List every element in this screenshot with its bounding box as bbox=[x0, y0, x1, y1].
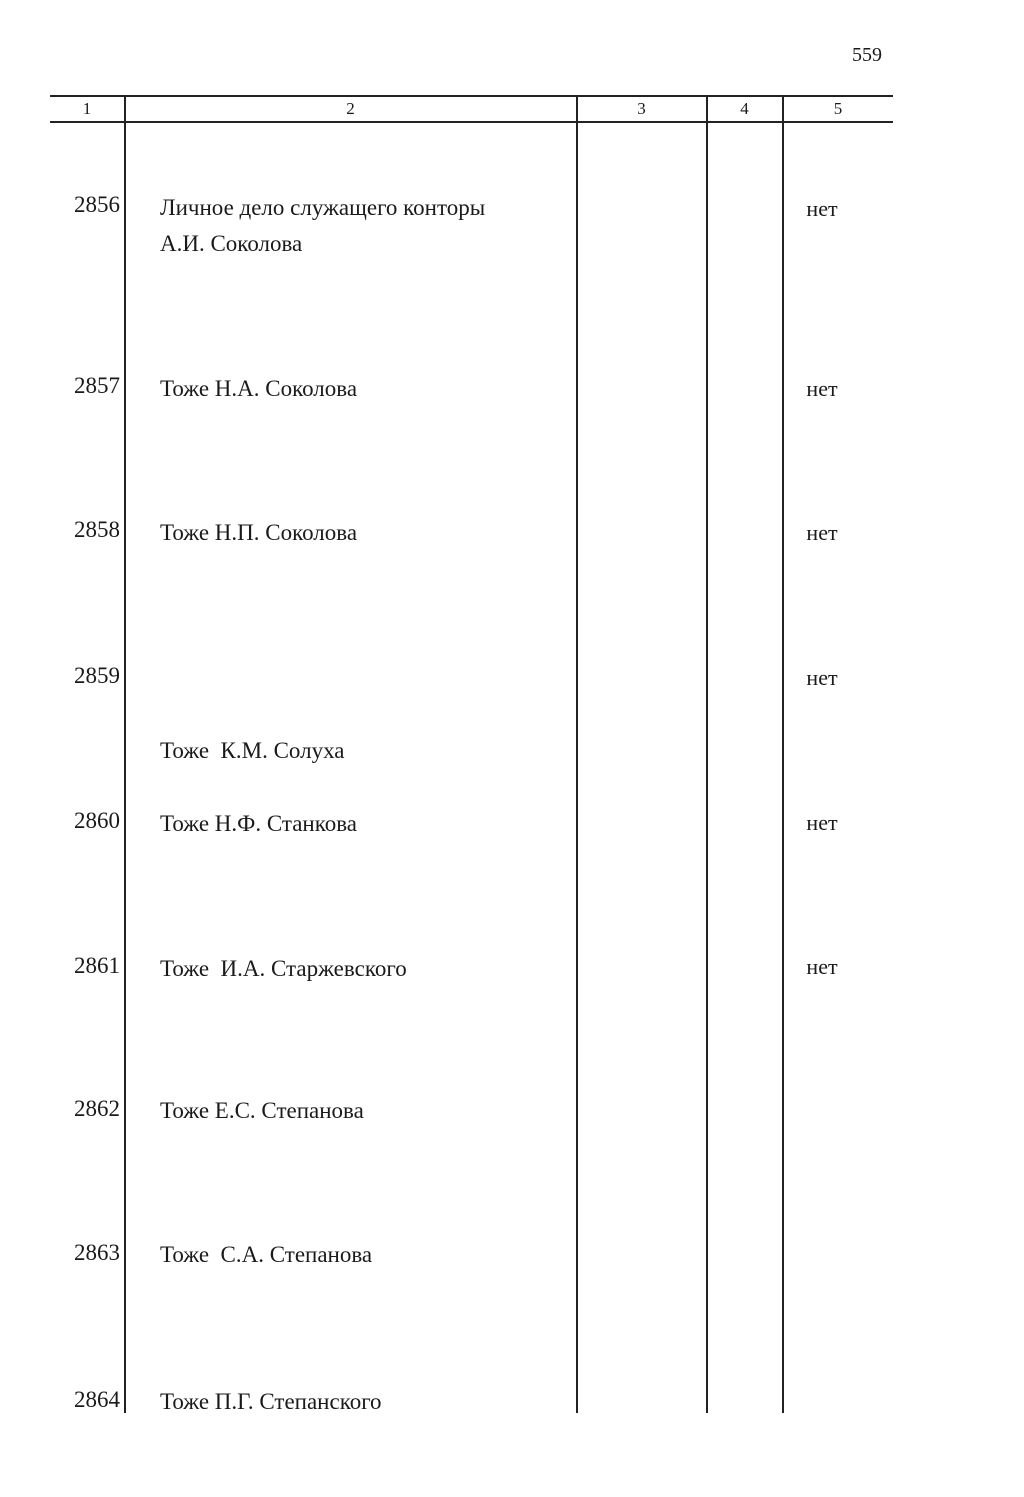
page-number: 559 bbox=[852, 44, 882, 66]
row-note: нет bbox=[806, 665, 838, 690]
row-title bbox=[160, 190, 560, 262]
row-number: 2863 bbox=[74, 1240, 120, 1265]
row-title-line: Тоже Н.А. Соколова bbox=[160, 376, 358, 401]
column-header-4: 4 bbox=[740, 99, 749, 118]
row-title bbox=[160, 515, 560, 551]
row-title bbox=[160, 1384, 560, 1420]
row-title bbox=[160, 1237, 560, 1273]
row-note: нет bbox=[806, 520, 838, 545]
row-number: 2860 bbox=[74, 808, 120, 833]
column-separator-4 bbox=[782, 95, 784, 1413]
row-note: нет bbox=[806, 196, 838, 221]
row-title-line: Тоже С.А. Степанова bbox=[160, 1242, 373, 1267]
row-title-line: Тоже Н.Ф. Станкова bbox=[160, 811, 357, 836]
row-number: 2856 bbox=[74, 192, 120, 217]
row-number: 2861 bbox=[74, 953, 120, 978]
table-header-rule bbox=[50, 121, 893, 123]
table-top-rule bbox=[50, 95, 893, 97]
row-number: 2862 bbox=[74, 1096, 120, 1121]
row-title bbox=[160, 806, 560, 842]
column-separator-1 bbox=[124, 95, 126, 1413]
row-number: 2857 bbox=[74, 373, 120, 398]
row-title bbox=[160, 371, 560, 407]
column-header-5: 5 bbox=[833, 99, 843, 118]
row-title-line: Тоже И.А. Старжевского bbox=[160, 956, 407, 981]
row-note: нет bbox=[806, 810, 838, 835]
row-number: 2859 bbox=[74, 663, 120, 688]
column-separator-3 bbox=[706, 95, 708, 1413]
row-title-line: Тоже К.М. Солуха bbox=[160, 738, 345, 763]
column-separator-2 bbox=[576, 95, 578, 1413]
row-title-line: Тоже Е.С. Степанова bbox=[160, 1098, 364, 1123]
column-header-2: 2 bbox=[346, 99, 355, 118]
row-title bbox=[160, 951, 560, 987]
row-title-line: А.И. Соколова bbox=[160, 231, 303, 256]
row-title bbox=[160, 1093, 560, 1129]
row-title-line: Тоже П.Г. Степанского bbox=[160, 1389, 382, 1414]
column-header-3: 3 bbox=[637, 99, 646, 118]
row-number: 2864 bbox=[74, 1387, 120, 1412]
row-note: нет bbox=[806, 376, 838, 401]
row-note: нет bbox=[806, 954, 838, 979]
row-number: 2858 bbox=[74, 517, 120, 542]
row-title-line: Личное дело служащего конторы bbox=[160, 195, 486, 220]
column-header-1: 1 bbox=[82, 99, 92, 118]
row-title-line: Тоже Н.П. Соколова bbox=[160, 520, 358, 545]
